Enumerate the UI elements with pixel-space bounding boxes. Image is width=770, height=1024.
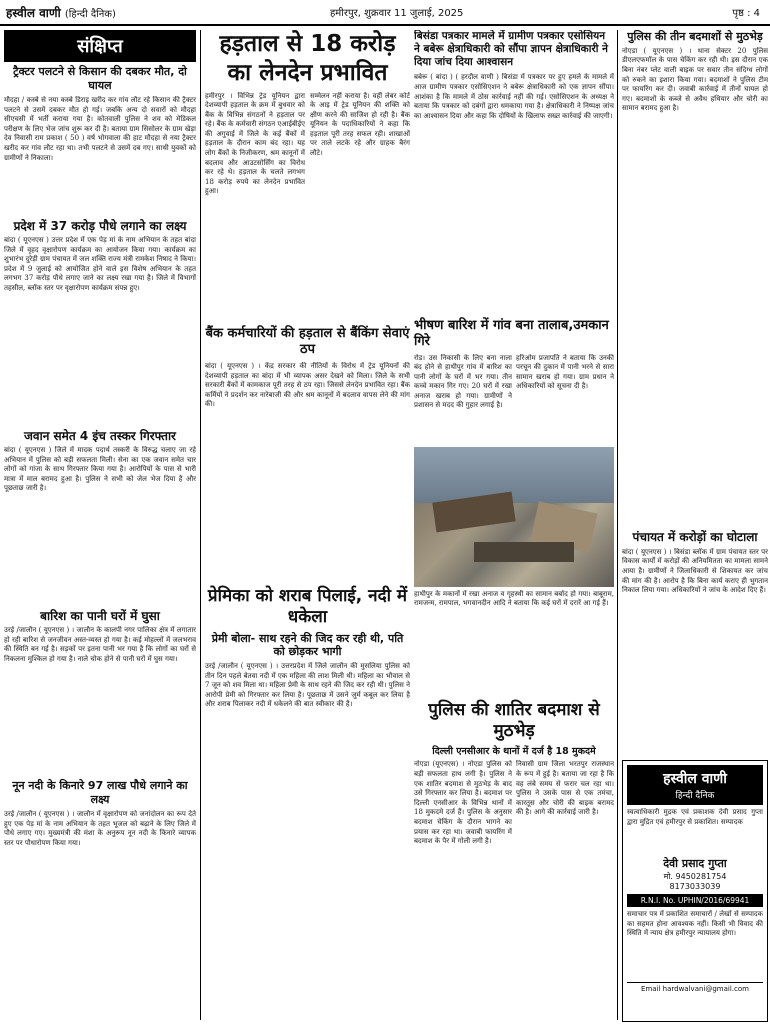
- article-text: रोड। उस निकासी के लिए बना नाला बंद होने से हाथीपुर गांव में बारिश का पानी लोगों के घरों में भर गया। तीन कच्चे मकान गिर गए। 20 घरों में रखा अनाज खराब हो गया। ग्रामीणों ने प्रशासन से मदद की गुहार लगाई है।: [414, 353, 512, 410]
- rni-number: R.N.I. No. UPHIN/2016/69941: [627, 894, 763, 907]
- mobile-number-2: 8173033039: [669, 882, 721, 891]
- headline: जवान समेत 4 इंच तस्कर गिरफ्तार: [24, 429, 176, 443]
- column-right: [622, 30, 768, 760]
- headline: भीषण बारिश में गांव बना तालाब,उमकान गिरे: [414, 318, 609, 350]
- article-text: नोएडा (यूएनएस) । नोएडा पुलिस को बड़ी सफलता हाथ लगी है। पुलिस ने एक शातिर बदमाश से मुठभेड़ के बाद उसे गिरफ्तार कर लिया है। बदमाश पर दिल्ली एनसीआर के विभिन्न थानों में 18 मुकदमे दर्ज हैं। पुलिस के अनुसार बदमाश चेकिंग के दौरान भागने का प्रयास कर रहा था। जवाबी फायरिंग में बदमाश के पैर में गोली लगी है।: [414, 760, 512, 846]
- article-text: निवासी ग्राम जिला भरतपुर राजस्थान के रूप में हुई है। बताया जा रहा है कि वह लंबे समय से फरार चल रहा था। पुलिस ने उसके पास से एक तमंचा, कारतूस और चोरी की बाइक बरामद की है। आगे की कार्रवाई जारी है।: [516, 760, 614, 817]
- article-text: बांदा ( यूएनएस ) उत्तर प्रदेश में एक पेड़ मां के नाम अभियान के तहत बांदा जिले में वृहद वृक्षारोपण कार्यक्रम का आयोजन किया गया। कार्यक्रम का शुभारंभ दुरेड़ी ग्राम पंचायत में जल शक्ति राज्य मंत्री रामकेश निषाद ने किया। प्रदेश में 9 जुलाई को आयोजित होने वाले इस विशेष अभियान के तहत लगभग 37 करोड़ पौधे लगाए जाने का लक्ष्य रखा गया है। जिले में विभागों तहसील, ब्लॉक स्तर पर वृक्षारोपण कार्यक्रम संपन्न हुए।: [4, 236, 196, 292]
- imprint-text: स्वत्वाधिकारी मुद्रक एवं प्रकाशक देवी प्रसाद गुप्ता द्वारा मुद्रित एवं हमीरपुर से प्रकाशित। सम्पादक: [627, 808, 763, 826]
- article-text: उरई /जालौन ( यूएनएस ) । जालौन में वृक्षारोपण को जनांदोलन का रूप देते हुए एक पेड़ मां के नाम अभियान के तहत भूजल को बढ़ाने के लिए जिले में पौधे लगाए गए। मुख्यमंत्री की मंशा के अनुरूप नून नदी के किनारे व्यापक स्तर पर पौधारोपण किया गया।: [4, 810, 196, 847]
- mobile-number: मो. 9450281754: [663, 872, 727, 881]
- column-briefs: [4, 30, 196, 1020]
- email: Email hardwalvani@gmail.com: [627, 982, 763, 993]
- article-text: बबेरू ( बांदा ) ( हरदौल वाणी ) बिसंडा में पत्रकार पर हुए हमले के मामले में आज ग्रामीण पत्रकार एसोसिएशन ने बबेरू क्षेत्राधिकारी को एक ज्ञापन सौंपा। आशंका है कि मामले में ठोस कार्रवाई नहीं की गई। एसोसिएशन के अध्यक्ष ने बताया कि पत्रकार को दबंगों द्वारा धमकाया गया है। क्षेत्राधिकारी ने निष्पक्ष जांच का आश्वासन दिया और कहा कि दोषियों के खिलाफ सख्त कार्रवाई की जाएगी।: [414, 73, 614, 120]
- imprint-masthead: हस्वील वाणी हिन्दी दैनिक: [627, 765, 763, 805]
- column-bank-strike: [205, 30, 410, 1020]
- headline: नून नदी के किनारे 97 लाख पौधे लगाने का लक्ष्य: [12, 779, 188, 806]
- dateline: हमीरपुर, शुक्रवार 11 जुलाई, 2025: [330, 8, 464, 19]
- headline: पुलिस की शातिर बदमाश से मुठभेड़: [428, 700, 600, 742]
- article-text: उरई /जालौन ( यूएनएस ) । जालौन के कालपी नगर पालिका क्षेत्र में लगातार हो रही बारिश से जनजीवन अस्त-व्यस्त हो गया है। कई मोहल्लों में जलभराव की स्थिति बन गई है। सड़कों पर इतना पानी भर गया है कि लोगों का घरों से निकलना मुश्किल हो गया है। नाले चोक होने से पानी घरों में घुस गया।: [4, 626, 196, 663]
- headline: बिसंडा पत्रकार मामले में ग्रामीण पत्रकार एसोसियन ने बबेरू क्षेत्राधिकारी को सौंपा ज्ञापन क्षेत्राधिकारी ने दिया जांच दिया आश्वासन: [414, 30, 608, 69]
- paper-name: हस्वील वाणी (हिन्दी दैनिक): [6, 5, 116, 20]
- column-rule: [200, 30, 201, 1020]
- editor-name: देवी प्रसाद गुप्ता: [663, 857, 727, 870]
- headline: प्रेमिका को शराब पिलाई, नदी में धकेला: [207, 586, 408, 628]
- article-text: बांदा ( यूएनएस ) । केंद्र सरकार की नीतियों के विरोध में ट्रेड यूनियनों की देशव्यापी हड़ताल का बांदा में भी व्यापक असर देखने को मिला। जिले के सभी सरकारी बैंकों में कामकाज पूरी तरह से ठप रहा। जिससे लेनदेन प्रभावित रहा। बैंक कर्मियों ने प्रदर्शन कर नारेबाजी की और श्रम कानूनों में बदलाव वापस लेने की मांग की।: [205, 362, 410, 409]
- disclaimer: समाचार पत्र में प्रकाशित समाचारों / लेखों से सम्पादक का सहमत होना आवश्यक नहीं। किसी भी विवाद की स्थिति में न्याय क्षेत्र हमीरपुर न्यायालय होगा।: [627, 910, 763, 938]
- sub-headline: प्रेमी बोला- साथ रहने की जिद कर रही थी, पति को छोड़कर भागी: [211, 631, 404, 659]
- headline: बैंक कर्मचारियों की हड़ताल से बैंकिंग सेवाएं ठप: [205, 325, 410, 357]
- headline: पंचायत में करोड़ों का घोटाला: [632, 529, 758, 544]
- column-rule: [617, 30, 618, 1020]
- article-text: सम्मेलन नहीं कराया है। वहीं लेबर कोर्ट के आइ में ट्रेड यूनियन की शक्ति को क्षीण करने की साजिश हो रही है। बैंक यूनियन के पदाधिकारियों ने कहा कि हड़ताल पूरी तरह सफल रही। शाखाओं पर ताले लटके रहे और ग्राहक बैरंग लौटे।: [310, 91, 410, 158]
- rain-story-block: [414, 318, 614, 650]
- lead-headline: हड़ताल से 18 करोड़ का लेनदेन प्रभावित: [219, 31, 396, 86]
- article-text: मौदहा / कस्बे से नया कस्बे डिराइ खरीद कर गांव लौट रहे किसान की ट्रैक्टर पलटने से उसमें दबकर मौत हो गई। जबकि अन्य दो सवारों को मौदहा सीएचसी में भर्ती कराया गया है। कोतवाली पुलिस ने शव को मेडिकल परीक्षण के लिए भेज जांच शुरू कर दी है। बताया ग्राम सिसोलर के ग्राम खेड़ा देव निवासी राम प्रकाश ( 50 ) वर्ष भोगवाला की हाट मौदहा से नया ट्रैक्टर खरीद कर गांव लौट रहा था। तभी पलटने से उसमें दब गए। साथी युवकों को ग्रामीणों ने निकाला।: [4, 96, 196, 162]
- imprint-box: [622, 760, 768, 1022]
- flood-photo: [414, 447, 614, 587]
- article-text: हमीरपुर । विभिन्न ट्रेड यूनियन द्वारा देशव्यापी हड़ताल के क्रम में बुधवार को बैंक के विभिन्न संगठनों ने हड़ताल पर रहे। बैंक के कर्मचारी संगठन एआईबीईए की अगुवाई में जिले के कई बैंकों में हड़ताल के दौरान काम बंद रहा। यह लोग बैंकों के निजीकरण, श्रम कानूनों में बदलाव और आउटसोर्सिंग का विरोध कर रहे थे। हड़ताल के चलते लगभग 18 करोड़ रुपये का लेनदेन प्रभावित हुआ।: [205, 91, 305, 196]
- headline: ट्रैक्टर पलटने से किसान की दबकर मौत, दो घायल: [13, 65, 187, 92]
- section-heading: संक्षिप्त: [4, 30, 196, 62]
- masthead-strip: [0, 0, 770, 26]
- article-text: बांदा ( यूएनएस ) । बिसंडा ब्लॉक में ग्राम पंचायत स्तर पर विकास कार्यों में करोड़ों की अनियमितता का मामला सामने आया है। ग्रामीणों ने जिलाधिकारी से शिकायत कर जांच की मांग की है। आरोप है कि बिना कार्य कराए ही भुगतान निकाल लिया गया। अधिकारियों ने जांच के आदेश दिए हैं।: [622, 547, 768, 595]
- headline: बारिश का पानी घरों में घुसा: [40, 609, 160, 623]
- police-story-block: [414, 700, 614, 1010]
- article-text: हरिओम प्रजापति ने बताया कि उनकी परचून की दुकान में पानी भरने से सारा सामान खराब हो गया। ग्राम प्रधान ने अधिकारियों को सूचना दी है।: [516, 353, 614, 391]
- article-text: उरई /जालौन ( यूएनएस ) । उत्तरप्रदेश में जिले जालौन की मुसलिया पुलिस को तीन दिन पहले बेतवा नदी में एक महिला की लाश मिली थी। महिला का भौवाल से 7 जून को शव मिला था। महिला प्रेमी के साथ रहने की जिद कर रही थी। पुलिस ने आरोपी प्रेमी को गिरफ्तार कर लिया है। पूछताछ में उसने जुर्म कबूल कर लिया है और शराब पिलाकर नदी में धकेलने की बात स्वीकार की है।: [205, 662, 410, 709]
- page-number: पृष्ठ : 4: [732, 8, 760, 19]
- headline: प्रदेश में 37 करोड़ पौधे लगाने का लक्ष्य: [13, 219, 187, 233]
- article-text: बांदा ( यूएनएस ) जिले में मादक पदार्थ तस्करी के विरुद्ध चलाए जा रहे अभियान में पुलिस को बड़ी सफलता मिली। सेना का एक जवान समेत चार लोगों को गांजा के साथ गिरफ्तार किया गया है। आरोपियों के पास से भारी मात्रा में माल बरामद हुआ है। पुलिस ने सभी को जेल भेज दिया है और पूछताछ जारी है।: [4, 446, 196, 493]
- sub-headline: दिल्ली एनसीआर के थानों में दर्ज है 18 मुकदमे: [432, 745, 596, 757]
- article-text: नोएडा ( यूएनएस ) । थाना सेक्टर 20 पुलिस डीएलएफमॉल के पास चेकिंग कर रही थी। इस दौरान एक बिना नंबर प्लेट वाली बाइक पर सवार तीन संदिग्ध लोगों को रुकने का इशारा किया गया। बदमाशों ने पुलिस टीम पर फायरिंग कर दी। जवाबी कार्रवाई में तीनों घायल हो गए। बदमाशों के कब्जे से अवैध हथियार और चोरी का सामान बरामद हुआ है।: [622, 46, 768, 113]
- headline: पुलिस की तीन बदमाशों से मुठभेड़: [627, 30, 763, 43]
- photo-caption: हाथीपुर के मकानों में रखा अनाज व गृहस्थी का सामान बर्बाद हो गया। बाबूराम, रामजन्म, रामपाल, भगवानदीन आदि ने बताया कि कई घरों में दरारें आ गई हैं।: [414, 589, 614, 608]
